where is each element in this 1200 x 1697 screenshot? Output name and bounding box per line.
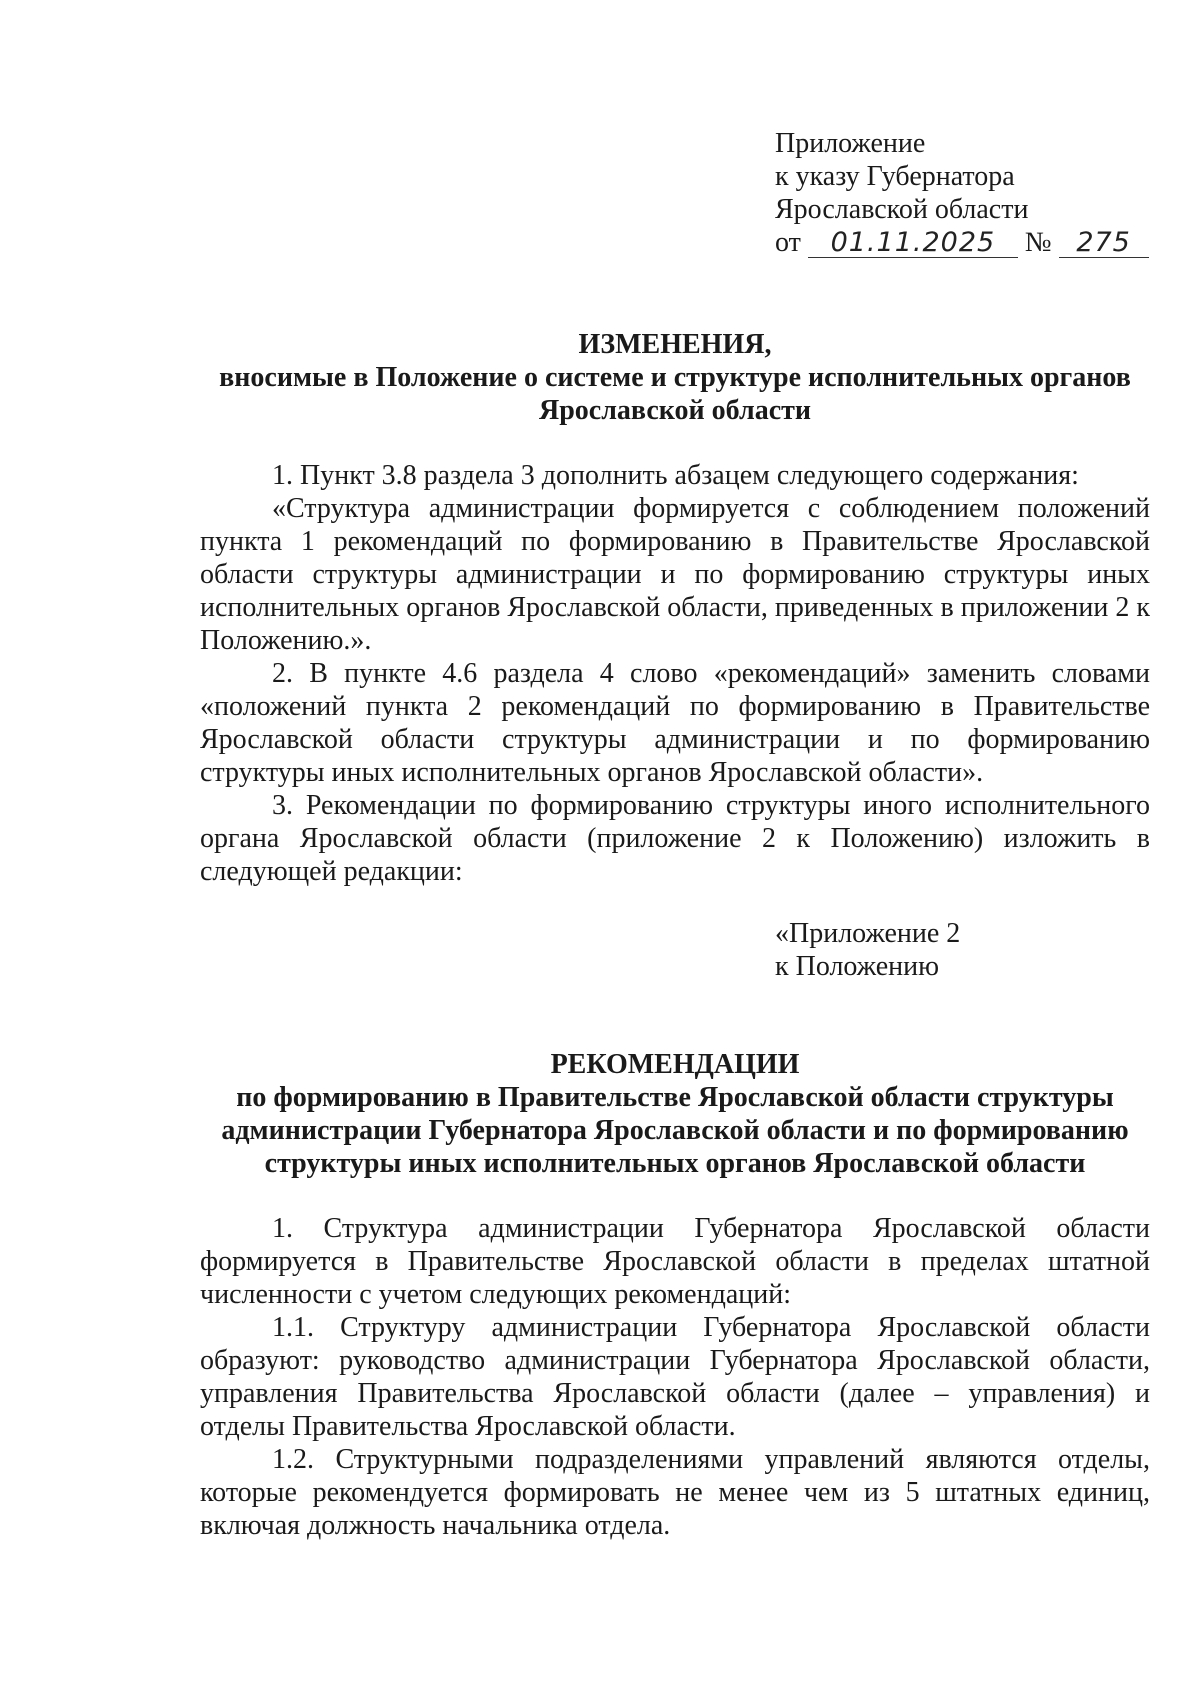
appendix-header-line-2: к указу Губернатора [775, 161, 1015, 192]
changes-title: ИЗМЕНЕНИЯ, [578, 329, 772, 360]
recommendations-body [200, 1212, 1150, 1542]
appendix-header-line-1: Приложение [775, 128, 926, 159]
changes-paragraph-3: 2. В пункте 4.6 раздела 4 слово «рекомендаций» заменить словами «положений пункта 2 рекомендаций по формированию в Правительстве Ярославской области структуры администрации и по формированию структуры иных исполнительных органов Ярославской области». [200, 658, 1150, 788]
handwritten-date: 01.11.2025 [808, 229, 1018, 258]
changes-body [200, 459, 1150, 888]
appendix2-line-1: «Приложение 2 [775, 918, 961, 949]
appendix-header-line-3: Ярославской области [775, 194, 1029, 225]
number-sign: № [1024, 227, 1052, 258]
recommendations-paragraph-2: 1.1. Структуру администрации Губернатора Ярославской области образуют: руководство администрации Губернатора Ярославской области, управления Правительства Ярославской области (далее – управления) и отделы Правительства Ярославской области. [200, 1312, 1150, 1442]
appendix-header [775, 127, 1155, 259]
handwritten-number: 275 [1059, 229, 1149, 258]
recommendations-title: РЕКОМЕНДАЦИИ [550, 1049, 800, 1080]
appendix-date-line [775, 226, 1155, 259]
changes-heading [200, 328, 1150, 427]
changes-paragraph-1: 1. Пункт 3.8 раздела 3 дополнить абзацем следующего содержания: [272, 460, 1079, 491]
recommendations-subtitle-line-1: по формированию в Правительстве Ярославской области структуры [236, 1082, 1114, 1113]
appendix2-header [775, 917, 1155, 983]
recommendations-subtitle-line-2: администрации Губернатора Ярославской области и по формированию [221, 1115, 1129, 1146]
changes-paragraph-2: «Структура администрации формируется с соблюдением положений пункта 1 рекомендаций по формированию в Правительстве Ярославской области структуры администрации и по формированию структуры иных исполнительных органов Ярославской области, приведенных в приложении 2 к Положению.». [200, 493, 1150, 656]
changes-subtitle-line-2: Ярославской области [538, 395, 812, 426]
recommendations-heading [200, 1048, 1150, 1180]
appendix2-line-2: к Положению [775, 951, 940, 982]
recommendations-subtitle-line-3: структуры иных исполнительных органов Ярославской области [264, 1148, 1086, 1179]
date-prefix: от [775, 227, 801, 258]
changes-subtitle-line-1: вносимые в Положение о системе и структуре исполнительных органов [219, 362, 1131, 393]
recommendations-paragraph-3: 1.2. Структурными подразделениями управлений являются отделы, которые рекомендуется формировать не менее чем из 5 штатных единиц, включая должность начальника отдела. [200, 1444, 1150, 1541]
recommendations-paragraph-1: 1. Структура администрации Губернатора Ярославской области формируется в Правительстве Ярославской области в пределах штатной численности с учетом следующих рекомендаций: [200, 1213, 1150, 1310]
changes-paragraph-4: 3. Рекомендации по формированию структуры иного исполнительного органа Ярославской области (приложение 2 к Положению) изложить в следующей редакции: [200, 790, 1150, 887]
